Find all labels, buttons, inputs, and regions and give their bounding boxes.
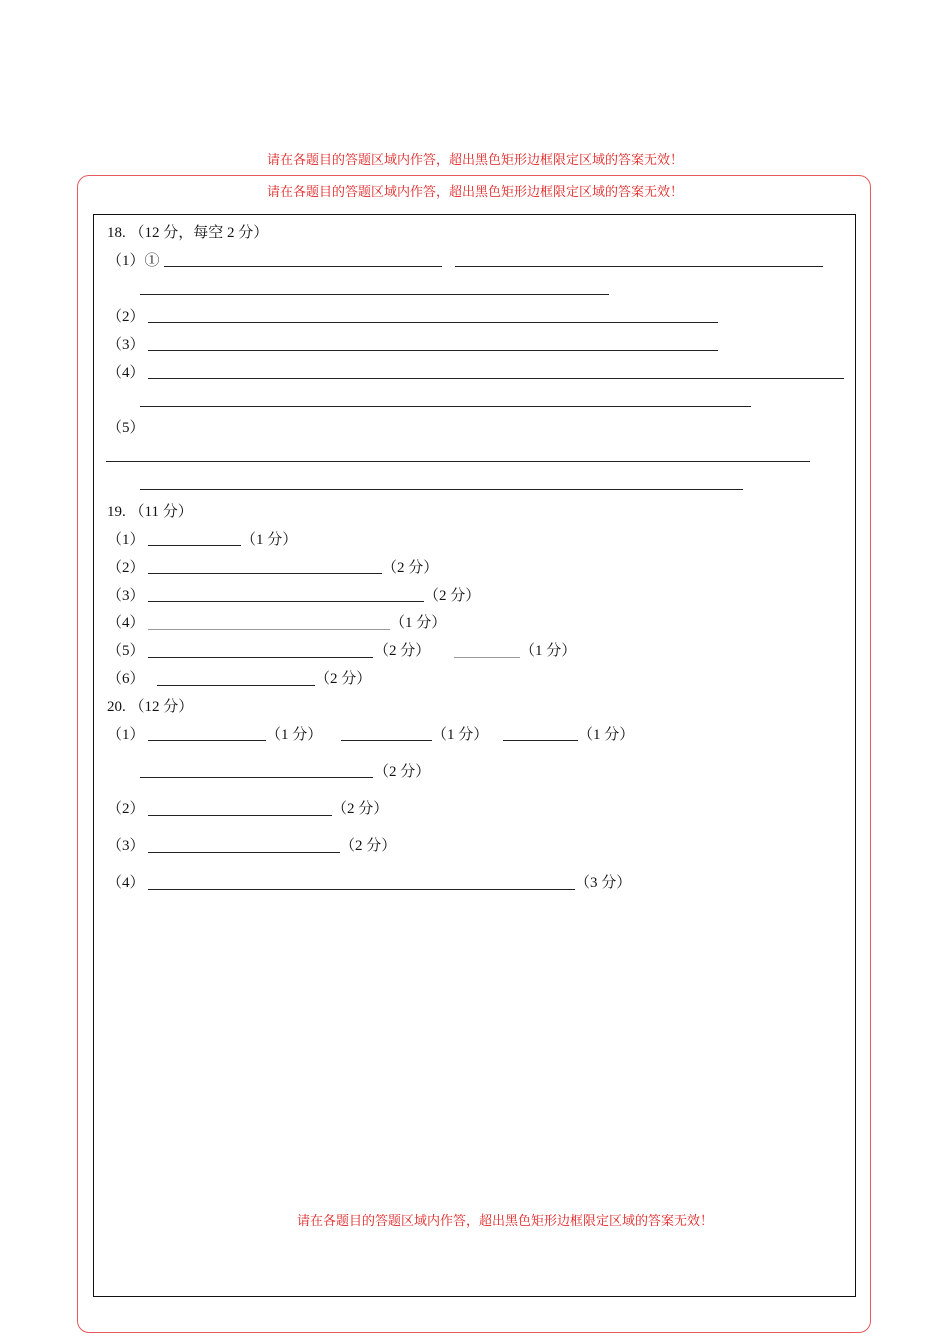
q18-part3-blank[interactable] <box>148 350 718 351</box>
q19-part2-label: （2） <box>107 560 145 576</box>
q19-part2-score: （2 分） <box>382 560 439 576</box>
q20-part1-score-b: （1 分） <box>432 727 489 743</box>
q18-part1-blank-a[interactable] <box>164 266 442 267</box>
q18-part5-label: （5） <box>107 420 145 436</box>
q18-part5-blank-b[interactable] <box>140 489 743 490</box>
q20-part4-blank[interactable] <box>148 889 575 890</box>
q20-part3-blank[interactable] <box>148 852 340 853</box>
q18-part1-blank-c[interactable] <box>140 294 609 295</box>
q19-part4-label: （4） <box>107 615 145 631</box>
q18-part4-blank-a[interactable] <box>148 378 844 379</box>
q20-part1-score-c: （1 分） <box>578 727 635 743</box>
q20-part3-label: （3） <box>107 838 145 854</box>
q19-part4-blank[interactable] <box>148 629 390 630</box>
q18-part2-blank[interactable] <box>148 322 718 323</box>
q19-part1-score: （1 分） <box>241 532 298 548</box>
q19-part3-blank[interactable] <box>148 601 424 602</box>
q18-header: 18. （12 分，每空 2 分） <box>107 225 269 241</box>
q19-header: 19. （11 分） <box>107 504 193 520</box>
q20-header: 20. （12 分） <box>107 699 194 715</box>
q19-part5-label: （5） <box>107 643 145 659</box>
q20-part1-score-a: （1 分） <box>266 727 323 743</box>
region-notice-bottom: 请在各题目的答题区域内作答，超出黑色矩形边框限定区域的答案无效！ <box>296 1213 713 1228</box>
q20-part2-blank[interactable] <box>148 815 332 816</box>
q18-part4-label: （4） <box>107 365 145 381</box>
q19-part1-blank[interactable] <box>148 545 241 546</box>
q20-part2-score: （2 分） <box>332 801 389 817</box>
q20-part4-label: （4） <box>107 875 145 891</box>
q19-part5-score-b: （1 分） <box>520 643 577 659</box>
q20-part1-blank-b[interactable] <box>341 740 432 741</box>
q20-part1-label: （1） <box>107 727 145 743</box>
q20-part2-label: （2） <box>107 801 145 817</box>
q20-part1-blank-c[interactable] <box>503 740 578 741</box>
q20-part4-score: （3 分） <box>575 875 632 891</box>
q20-part1-score-d: （2 分） <box>374 764 431 780</box>
q18-part4-blank-b[interactable] <box>140 406 751 407</box>
q19-part3-score: （2 分） <box>424 588 481 604</box>
q18-part2-label: （2） <box>107 309 145 325</box>
q19-part5-blank-b[interactable] <box>454 657 520 658</box>
q18-part1-blank-b[interactable] <box>455 266 823 267</box>
q18-part1-label: （1）① <box>107 253 160 269</box>
q19-part6-label: （6） <box>107 671 145 687</box>
q19-part3-label: （3） <box>107 588 145 604</box>
q20-part1-blank-d[interactable] <box>140 777 373 778</box>
q20-part3-score: （2 分） <box>340 838 397 854</box>
q19-part4-score: （1 分） <box>390 615 447 631</box>
q19-part1-label: （1） <box>107 532 145 548</box>
q18-part3-label: （3） <box>107 337 145 353</box>
q19-part5-score-a: （2 分） <box>374 643 431 659</box>
q18-part5-blank-a[interactable] <box>106 461 810 462</box>
q19-part6-score: （2 分） <box>315 671 372 687</box>
q19-part5-blank-a[interactable] <box>148 657 373 658</box>
q19-part2-blank[interactable] <box>148 573 382 574</box>
answer-region-black-frame <box>93 214 856 1297</box>
top-notice: 请在各题目的答题区域内作答，超出黑色矩形边框限定区域的答案无效！ <box>266 152 683 167</box>
q20-part1-blank-a[interactable] <box>148 740 266 741</box>
q19-part6-blank[interactable] <box>157 685 315 686</box>
region-notice-top: 请在各题目的答题区域内作答，超出黑色矩形边框限定区域的答案无效！ <box>266 184 683 199</box>
